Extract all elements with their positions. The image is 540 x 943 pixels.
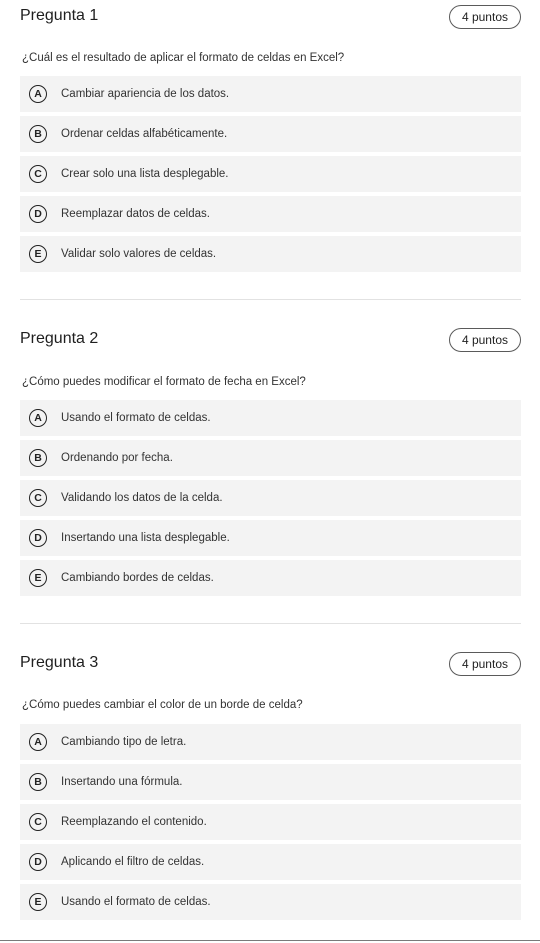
option-text: Cambiar apariencia de los datos. — [61, 88, 230, 100]
option-d[interactable] — [20, 520, 521, 556]
question-header — [20, 649, 521, 679]
option-letter: E — [29, 893, 47, 911]
question-3 — [20, 649, 521, 679]
question-header — [20, 2, 521, 32]
option-text: Ordenando por fecha. — [61, 452, 173, 464]
option-a[interactable] — [20, 400, 521, 436]
points-badge: 4 puntos — [449, 5, 521, 29]
option-text: Usando el formato de celdas. — [61, 896, 211, 908]
option-letter: D — [29, 853, 47, 871]
option-b[interactable] — [20, 440, 521, 476]
option-text: Reemplazar datos de celdas. — [61, 208, 210, 220]
question-text: ¿Cuál es el resultado de aplicar el formato de celdas en Excel? — [22, 52, 345, 64]
option-letter: D — [29, 205, 47, 223]
option-text: Insertando una lista desplegable. — [61, 532, 230, 544]
option-letter: C — [29, 813, 47, 831]
option-c[interactable] — [20, 804, 521, 840]
option-e[interactable] — [20, 884, 521, 920]
question-title: Pregunta 3 — [20, 654, 99, 671]
options-list — [20, 76, 521, 276]
option-b[interactable] — [20, 116, 521, 152]
points-badge: 4 puntos — [449, 328, 521, 352]
option-text: Cambiando tipo de letra. — [61, 736, 187, 748]
option-d[interactable] — [20, 196, 521, 232]
option-letter: B — [29, 125, 47, 143]
points-badge: 4 puntos — [449, 652, 521, 676]
option-text: Ordenar celdas alfabéticamente. — [61, 128, 228, 140]
options-list — [20, 400, 521, 600]
question-title: Pregunta 1 — [20, 7, 99, 24]
option-letter: C — [29, 489, 47, 507]
option-letter: D — [29, 529, 47, 547]
option-letter: E — [29, 245, 47, 263]
question-header — [20, 325, 521, 355]
option-c[interactable] — [20, 156, 521, 192]
option-letter: A — [29, 85, 47, 103]
option-e[interactable] — [20, 236, 521, 272]
question-title: Pregunta 2 — [20, 330, 99, 347]
option-text: Crear solo una lista desplegable. — [61, 168, 229, 180]
option-letter: C — [29, 165, 47, 183]
section-divider — [20, 623, 521, 624]
question-text: ¿Cómo puedes cambiar el color de un borde de celda? — [22, 699, 303, 711]
option-c[interactable] — [20, 480, 521, 516]
option-text: Insertando una fórmula. — [61, 776, 183, 788]
question-text: ¿Cómo puedes modificar el formato de fecha en Excel? — [22, 376, 306, 388]
options-list — [20, 724, 521, 924]
option-text: Validando los datos de la celda. — [61, 492, 223, 504]
option-text: Aplicando el filtro de celdas. — [61, 856, 205, 868]
option-e[interactable] — [20, 560, 521, 596]
section-divider — [20, 299, 521, 300]
option-a[interactable] — [20, 76, 521, 112]
option-a[interactable] — [20, 724, 521, 760]
option-b[interactable] — [20, 764, 521, 800]
option-d[interactable] — [20, 844, 521, 880]
question-2 — [20, 325, 521, 355]
option-text: Reemplazando el contenido. — [61, 816, 207, 828]
question-1 — [20, 2, 521, 32]
option-text: Validar solo valores de celdas. — [61, 248, 217, 260]
bottom-border — [0, 940, 540, 941]
option-text: Usando el formato de celdas. — [61, 412, 211, 424]
option-text: Cambiando bordes de celdas. — [61, 572, 214, 584]
option-letter: A — [29, 733, 47, 751]
option-letter: B — [29, 449, 47, 467]
option-letter: A — [29, 409, 47, 427]
option-letter: B — [29, 773, 47, 791]
option-letter: E — [29, 569, 47, 587]
